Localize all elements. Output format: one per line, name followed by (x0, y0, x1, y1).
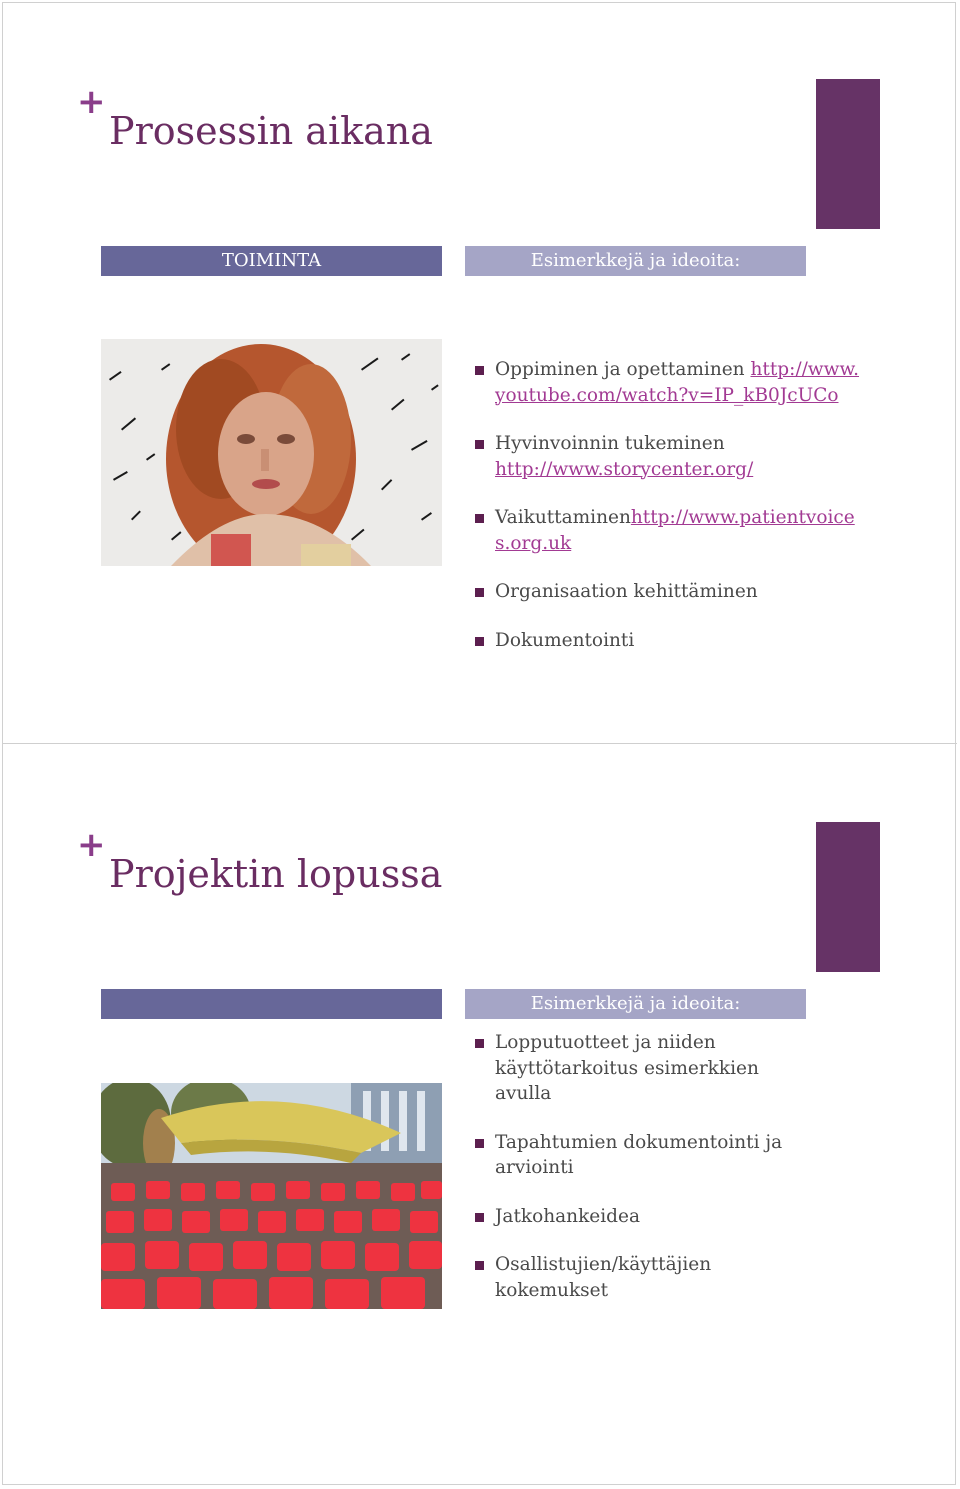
pixelated-portrait-image (101, 339, 442, 566)
portrait-illustration (101, 339, 442, 566)
bullet-icon (475, 1139, 484, 1148)
slide-title: Projektin lopussa (109, 852, 443, 896)
item-text: Osallistujien/käyttäjien kokemukset (495, 1254, 712, 1301)
header-toiminta: TOIMINTA (101, 246, 442, 276)
list-item (475, 357, 865, 408)
item-text: Tapahtumien dokumentointi ja arviointi (495, 1131, 783, 1178)
slide-projektin-lopussa (3, 746, 957, 1488)
slide-prosessin-aikana (3, 3, 957, 745)
list-item (475, 505, 865, 556)
plus-icon: + (77, 825, 106, 865)
bullet-icon (475, 1039, 484, 1048)
examples-list (475, 1030, 865, 1326)
accent-bar (816, 79, 880, 229)
bullet-icon (475, 366, 484, 375)
item-text: Dokumentointi (495, 629, 635, 651)
list-item (475, 1204, 865, 1230)
bullet-icon (475, 1261, 484, 1270)
list-item (475, 431, 865, 482)
bullet-icon (475, 514, 484, 523)
examples-list (475, 357, 865, 676)
slide-divider (3, 743, 957, 744)
plus-icon: + (77, 82, 106, 122)
item-text: Vaikuttaminen (495, 507, 631, 528)
bullet-icon (475, 1213, 484, 1222)
list-item (475, 1030, 795, 1107)
header-examples: Esimerkkejä ja ideoita: (465, 989, 806, 1019)
header-examples: Esimerkkejä ja ideoita: (465, 246, 806, 276)
storycenter-link[interactable]: http://www.storycenter.org/ (495, 458, 754, 480)
list-item (475, 579, 865, 605)
slide-title: Prosessin aikana (109, 109, 433, 153)
red-chairs-illustration (101, 1083, 442, 1309)
bullet-icon (475, 588, 484, 597)
patientvoices-link[interactable]: http://www.patientvoices.org.uk (495, 507, 855, 554)
item-text: Oppiminen ja opettaminen (495, 359, 751, 380)
header-empty (101, 989, 442, 1019)
item-text: Lopputuotteet ja niiden käyttötarkoitus esimerkkien avulla (495, 1032, 759, 1104)
list-item (475, 628, 865, 654)
red-chairs-photo (101, 1083, 442, 1309)
accent-bar (816, 822, 880, 972)
list-item (475, 1252, 745, 1303)
bullet-icon (475, 637, 484, 646)
item-text: Hyvinvoinnin tukeminen (495, 433, 725, 454)
item-text: Organisaation kehittäminen (495, 581, 758, 602)
item-text: Jatkohankeidea (495, 1205, 640, 1227)
youtube-link[interactable]: http://www.youtube.com/watch?v=IP_kB0JcUCo (495, 359, 860, 406)
list-item (475, 1130, 815, 1181)
bullet-icon (475, 440, 484, 449)
